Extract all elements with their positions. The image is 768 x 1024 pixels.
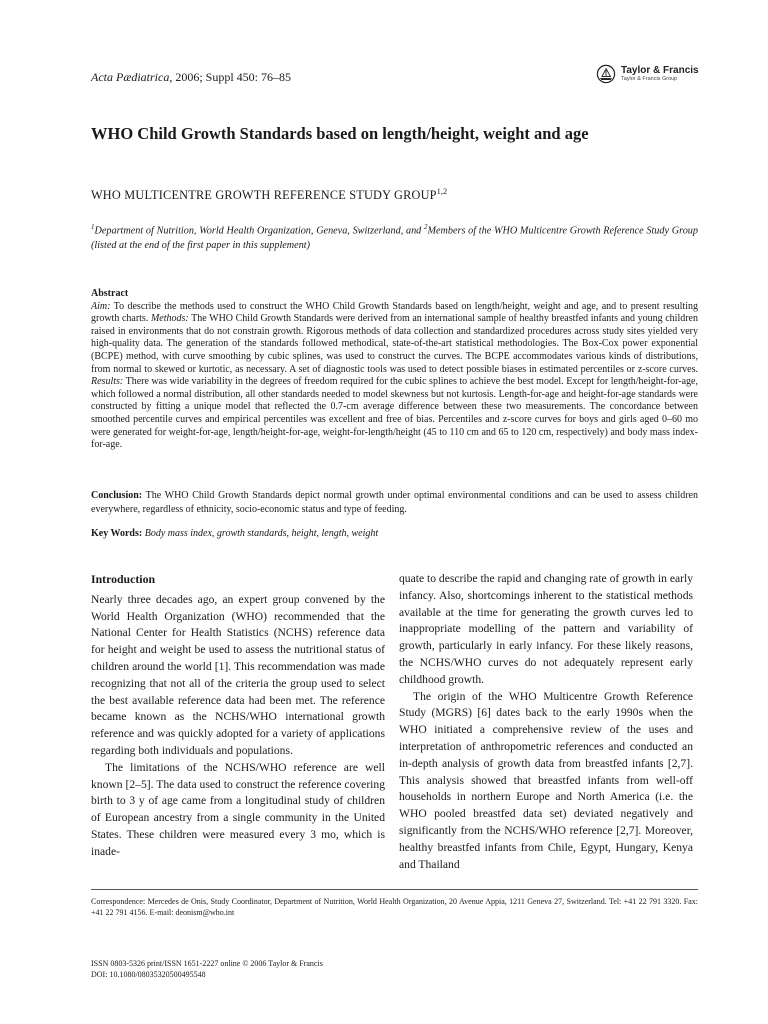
affiliation-mark-2: 2 [424, 223, 428, 231]
abstract-heading: Abstract [91, 288, 129, 299]
keywords [91, 528, 698, 539]
affiliation [91, 220, 698, 253]
abstract [91, 288, 698, 452]
author-name: WHO MULTICENTRE GROWTH REFERENCE STUDY GROUP [91, 188, 437, 203]
conclusion [91, 489, 698, 516]
journal-citation [91, 70, 291, 85]
abstract-body [91, 301, 698, 452]
aim-text: To describe the methods used to construct the WHO Child Growth Standards based on length/height, weight and age, and to present resulting growth charts. [91, 300, 698, 325]
keywords-text: Body mass index, growth standards, height, length, weight [142, 528, 379, 539]
article-title: WHO Child Growth Standards based on length/height, weight and age [91, 124, 589, 143]
correspondence-footnote: Correspondence: Mercedes de Onis, Study Coordinator, Department of Nutrition, World Health Organization, 20 Avenue Appia, 1211 Geneva 27, Switzerland. Tel: +41 22 791 3320. Fax: +41 22 791 4156. E-mail: deonism@who.int [91, 897, 698, 918]
intro-paragraph-1: Nearly three decades ago, an expert group convened by the World Health Organization (WHO) recommended that the National Center for Health Statistics (NCHS) reference data for height and weight be used to assess the nutritional status of children around the world [1]. This recommendation was made recognizing that not all of the criteria the group used to select the best available reference data had been met. The reference became known as the NCHS/WHO international growth reference and was quickly adopted for a variety of applications regarding both individuals and populations. [91, 592, 385, 757]
right-column [399, 571, 693, 873]
journal-name: Acta Pædiatrica [91, 70, 170, 84]
left-column [91, 571, 385, 861]
publisher-logo [596, 64, 699, 84]
doi-line: DOI: 10.1080/08035320500495548 [91, 970, 206, 979]
publisher-name: Taylor & Francis [621, 64, 699, 76]
results-label: Results: [91, 376, 124, 388]
results-text: There was wide variability in the degrees of freedom required for the cubic splines to achieve the best model. Except for length/height-for-age, which followed a normal distribution, all other standards needed to model skewness but not kurtosis. Length-for-age and height-for-age standards were constructed by fitting a unique model that reflected the 0.7-cm average difference between these two measurements. The concordance between smoothed percentile curves and empirical percentiles was excellent and free of bias. Percentiles and z-score curves for boys and girls aged 0–60 mo were generated for weight-for-age, length/height-for-age, weight-for-length/height (45 to 110 cm and 65 to 120 cm, respectively) and body mass index-for-age. [91, 376, 698, 451]
keywords-label: Key Words: [91, 528, 143, 539]
intro-paragraph-2: The limitations of the NCHS/WHO reference are well known [2–5]. The data used to construct the reference covering birth to 3 y of age came from a longitudinal study of children of European ancestry from a single community in the United States. These children were measured every 3 mo, which is inade- [91, 760, 385, 858]
affiliation-1: Department of Nutrition, World Health Organization, Geneva, Switzerland, and [94, 225, 424, 237]
publisher-group: Taylor & Francis Group [621, 75, 678, 82]
issn-line: ISSN 0803-5326 print/ISSN 1651-2227 online © 2006 Taylor & Francis [91, 959, 323, 968]
introduction-heading: Introduction [91, 572, 156, 586]
affiliation-2: Members of the WHO Multicentre Growth Reference Study Group (listed at the end of the first paper in this supplement) [91, 225, 698, 252]
methods-label: Methods: [150, 313, 189, 325]
ship-wheel-icon [596, 64, 616, 84]
intro-paragraph-4: The origin of the WHO Multicentre Growth Reference Study (MGRS) [6] dates back to the early 1990s when the WHO initiated a comprehensive review of the uses and interpretation of anthropometric references and conducted an in-depth analysis of growth data from breastfed infants [2,7]. This analysis showed that breastfed infants from well-off households in northern Europe and North America (i.e. the WHO pooled breastfed data set) deviated negatively and significantly from the NCHS/WHO reference [2,7]. Moreover, healthy breastfed infants from Chile, Egypt, Hungary, Kenya and Thailand [399, 689, 693, 871]
issn-block [91, 958, 323, 980]
aim-label: Aim: [91, 300, 111, 312]
author-group [91, 187, 447, 203]
conclusion-label: Conclusion: [91, 490, 143, 501]
conclusion-text: The WHO Child Growth Standards depict normal growth under optimal environmental conditions and can be used to assess children everywhere, regardless of ethnicity, socio-economic status and type of feeding. [91, 490, 698, 515]
intro-paragraph-3: quate to describe the rapid and changing rate of growth in early infancy. Also, shortcomings inherent to the statistical methods available at the time for generating the growth curves led to inappropriate modelling of the pattern and variability of growth, particularly in early infancy. For these likely reasons, the NCHS/WHO curves do not adequately represent early childhood growth. [399, 572, 693, 686]
affiliation-mark-1: 1 [91, 223, 95, 231]
footnote-divider [91, 889, 698, 890]
methods-text: The WHO Child Growth Standards were derived from an international sample of healthy breastfed infants and young children raised in environments that do not constrain growth. Rigorous methods of data collection and standardized procedures across study sites yielded very high-quality data. The generation of the standards followed methodical, state-of-the-art statistical methodologies. The Box-Cox power exponential (BCPE) method, with curve smoothing by cubic splines, was used to construct the curves. The BCPE accommodates various kinds of distributions, from normal to skewed or kurtotic, as necessary. A set of diagnostic tools was used to detect possible biases in estimated percentiles or z-score curves. [91, 313, 698, 375]
author-affiliation-marks: 1,2 [436, 187, 448, 196]
journal-volume-pages: , 2006; Suppl 450: 76–85 [169, 70, 292, 84]
